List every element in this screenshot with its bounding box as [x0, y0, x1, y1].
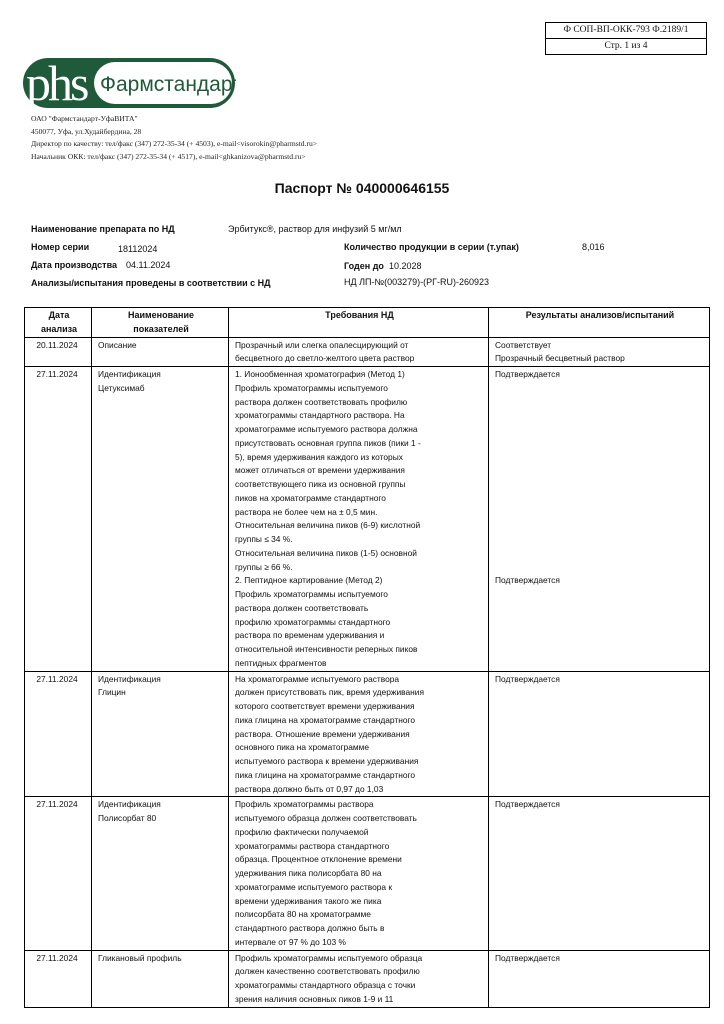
table-row [25, 367, 710, 672]
cell-line: относительной интенсивности реперных пиков [235, 644, 418, 654]
cell-line: Прозрачный или слегка опалесцирующий от [235, 339, 409, 350]
cell-line: стандартного раствора должно быть в [235, 923, 385, 933]
header-line: Дата [48, 310, 70, 320]
cell-requirements [229, 337, 489, 367]
header-indicator [92, 308, 229, 338]
cell-line [495, 382, 705, 396]
cell-line: пика глицина на хроматограмме стандартного [235, 714, 416, 725]
cell-line: пептидных фрагментов [235, 657, 327, 668]
expiry-value: 10.2028 [389, 261, 422, 271]
cell-line: раствора должно быть от 0,97 до 1,03 [235, 783, 384, 794]
cell-line: Подтверждается [495, 673, 560, 684]
cell-line: испытуемого образца должен соответствовать [235, 813, 417, 823]
company-logo [22, 57, 236, 109]
cell-requirements [229, 671, 489, 797]
cell-indicator [92, 950, 229, 1007]
cell-line [495, 437, 705, 451]
logo-graphic [22, 57, 236, 109]
cell-date: 27.11.2024 [25, 797, 92, 950]
cell-line: Профиль хроматограммы испытуемого [235, 382, 388, 393]
cell-line: удерживания пика полисорбата 80 на [235, 868, 382, 878]
table-row [25, 337, 710, 367]
header-date [25, 308, 92, 338]
table-row [25, 950, 710, 1007]
cell-requirements [229, 950, 489, 1007]
cell-line: испытуемого раствора к времени удерживания [235, 756, 419, 766]
cell-line: должен качественно соответствовать профилю [235, 966, 420, 977]
company-info [31, 113, 317, 163]
cell-line: должен присутствовать пик, время удерживания [235, 687, 424, 698]
svg-text:Фармстандарт: Фармстандарт [100, 73, 236, 96]
svg-text:phs: phs [26, 57, 87, 109]
cell-line: профилю хроматограммы стандартного [235, 616, 391, 627]
cell-date: 27.11.2024 [25, 671, 92, 797]
cell-line: 1. Ионообменная хроматография (Метод 1) [235, 369, 405, 379]
cell-line: На хроматограмме испытуемого раствора [235, 673, 400, 684]
header-requirements [229, 308, 489, 338]
company-name: ОАО "Фармстандарт-УфаВИТА" [31, 114, 138, 123]
cell-line [495, 409, 705, 423]
page-title: Паспорт № 040000646155 [274, 180, 450, 196]
cell-line [495, 547, 705, 561]
cell-line [495, 451, 705, 465]
cell-line: зрения наличия основных пиков 1-9 и 11 [235, 993, 394, 1004]
cell-indicator [92, 367, 229, 672]
cell-line: Подтверждается [495, 369, 560, 379]
head-okk-contact: Начальник ОКК: тел/факс (347) 272-35-34 (+ 4517), e-mail<ghkanizova@pharmstd.ru> [31, 151, 306, 161]
form-code: Ф СОП-ВП-ОКК-793 Ф.2189/1 [563, 25, 689, 35]
cell-line: раствора должен соответствовать профилю [235, 396, 408, 407]
cell-line: Идентификация [98, 673, 161, 684]
cell-line: 2. Пептидное картирование (Метод 2) [235, 575, 383, 586]
nd-value: НД ЛП-№(003279)-(РГ-RU)-260923 [344, 277, 490, 287]
cell-results [489, 797, 710, 950]
cell-line [495, 478, 705, 492]
cell-line: Полисорбат 80 [98, 813, 157, 823]
cell-requirements [229, 367, 489, 672]
form-code-box [545, 22, 707, 55]
cell-line: Идентификация [98, 799, 161, 810]
cell-line [495, 492, 705, 506]
cell-line: группы ≥ 66 %. [235, 561, 293, 572]
header-line: Требования НД [325, 310, 394, 320]
cell-indicator [92, 671, 229, 797]
cell-date: 20.11.2024 [25, 337, 92, 367]
company-address: 450077, Уфа, ул.Худайбердина, 28 [31, 126, 142, 136]
cell-line: Подтверждается [495, 952, 560, 963]
quantity-label: Количество продукции в серии (т.упак) [344, 242, 519, 252]
director-contact: Директор по качеству: тел/факс (347) 272-35-34 (+ 4503), e-mail<visorokin@pharmstd.ru> [31, 139, 318, 148]
cell-line: Прозрачный бесцветный раствор [495, 353, 625, 364]
series-label: Номер серии [31, 242, 90, 252]
table-row [25, 797, 710, 950]
cell-line: присутствовать основная группа пиков (пики 1 - [235, 437, 421, 448]
cell-line: Гликановый профиль [98, 952, 182, 963]
cell-line: бесцветного до светло-желтого цвета раствор [235, 353, 415, 364]
cell-line: Описание [98, 339, 137, 350]
production-date-label: Дата производства [31, 260, 117, 270]
cell-line: Профиль хроматограммы раствора [235, 799, 374, 810]
header-line: Результаты анализов/испытаний [525, 310, 675, 320]
cell-line: Идентификация [98, 369, 161, 379]
results-table [24, 307, 710, 1008]
cell-line: соответствующего пика из основной группы [235, 479, 406, 489]
cell-indicator [92, 797, 229, 950]
cell-line [495, 464, 705, 478]
cell-line: раствора. Отношение времени удерживания [235, 728, 410, 739]
cell-line: хроматограммы стандартного раствора. На [235, 410, 405, 421]
cell-line: Подтверждается [495, 799, 560, 810]
cell-line: может отличаться от времени удерживания [235, 465, 405, 476]
cell-line [495, 561, 705, 575]
cell-line: Относительная величина пиков (1-5) основной [235, 547, 417, 558]
cell-date: 27.11.2024 [25, 950, 92, 1007]
cell-results [489, 671, 710, 797]
cell-requirements [229, 797, 489, 950]
cell-line: основного пика на хроматограмме [235, 742, 370, 753]
header-results [489, 308, 710, 338]
cell-line: Профиль хроматограммы испытуемого образца [235, 952, 423, 963]
cell-results [489, 337, 710, 367]
cell-indicator [92, 337, 229, 367]
table-header-row [25, 308, 710, 338]
cell-line: полисорбата 80 на хроматограмме [235, 909, 371, 920]
cell-line: образца. Процентное отклонение времени [235, 854, 402, 865]
cell-line: 5), время удерживания каждого из которых [235, 451, 403, 462]
series-value: 18112024 [118, 244, 158, 254]
cell-line: Относительная величина пиков (6-9) кислотной [235, 520, 421, 531]
drug-value: Эрбитукс®, раствор для инфузий 5 мг/мл [228, 224, 402, 234]
production-date-value: 04.11.2024 [126, 260, 171, 270]
cell-line [495, 396, 705, 410]
cell-line [495, 506, 705, 520]
cell-line: Цетуксимаб [98, 382, 145, 393]
cell-line: раствора по временам удерживания и [235, 630, 385, 641]
cell-line [495, 533, 705, 547]
cell-line: хроматограмме испытуемого раствора должна [235, 424, 418, 434]
cell-line [495, 519, 705, 533]
quantity-value: 8,016 [582, 242, 605, 252]
cell-line: Подтверждается [495, 575, 560, 586]
cell-line: времени удерживания такого же пика [235, 895, 382, 906]
cell-line: Профиль хроматограммы испытуемого [235, 589, 388, 599]
cell-line: раствора должен соответствовать [235, 602, 369, 613]
nd-label: Анализы/испытания проведены в соответствии с НД [31, 278, 271, 288]
cell-line: профилю фактически получаемой [235, 826, 369, 837]
cell-line: Глицин [98, 687, 126, 698]
cell-line [495, 423, 705, 437]
cell-date: 27.11.2024 [25, 367, 92, 672]
cell-results [489, 950, 710, 1007]
cell-line: хроматограммы стандартного образца с точки [235, 980, 416, 990]
header-line: Наименование [127, 310, 195, 320]
page-number: Стр. 1 из 4 [546, 38, 706, 54]
cell-line: хроматограммы раствора стандартного [235, 840, 390, 851]
cell-results [489, 367, 710, 672]
cell-line: которого соответствует времени удерживания [235, 701, 415, 711]
cell-line: раствора не более чем на ± 0,5 мин. [235, 506, 378, 517]
header-line: анализа [40, 323, 78, 334]
header-line: показателей [133, 323, 189, 334]
cell-line: интервале от 97 % до 103 % [235, 936, 346, 947]
cell-line: хроматограмме испытуемого раствора к [235, 881, 393, 892]
drug-label: Наименование препарата по НД [31, 224, 175, 234]
cell-line: группы ≤ 34 %. [235, 534, 293, 544]
cell-line: пика глицина на хроматограмме стандартного [235, 769, 416, 780]
cell-line: Соответствует [495, 339, 552, 350]
expiry-label: Годен до [344, 261, 384, 271]
table-row [25, 671, 710, 797]
cell-line: пиков на хроматограмме стандартного [235, 492, 386, 503]
